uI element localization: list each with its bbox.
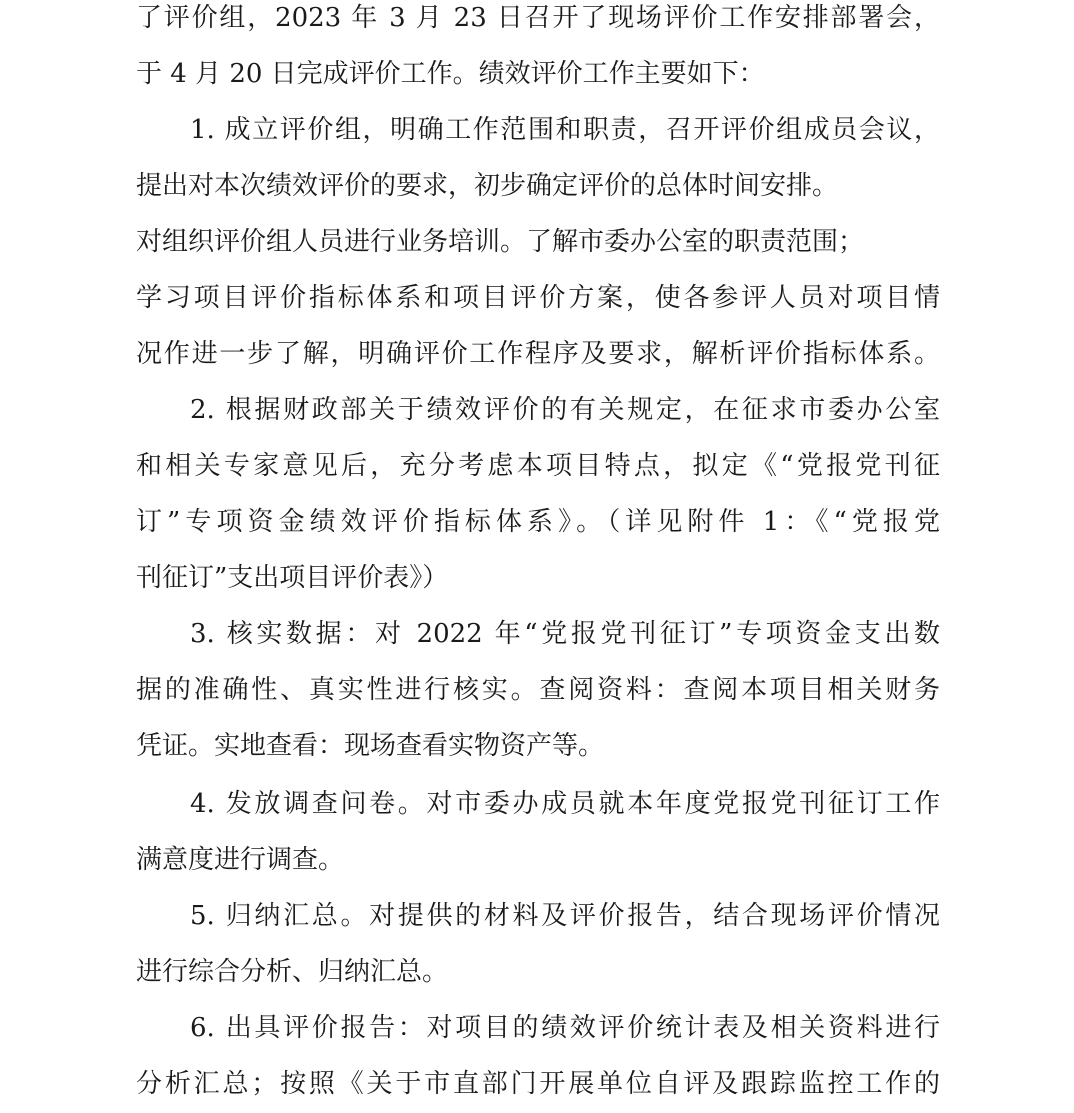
text-line: 据的准确性、真实性进行核实。查阅资料：查阅本项目相关财务 [136, 675, 940, 705]
text-line: 于 4 月 20 日完成评价工作。绩效评价工作主要如下： [136, 59, 765, 89]
text-line: 订”专项资金绩效评价指标体系》。（详见附件 1：《“党报党 [136, 507, 940, 537]
text-line: 进行综合分析、归纳汇总。 [136, 957, 449, 987]
text-line: 6. 出具评价报告：对项目的绩效评价统计表及相关资料进行 [190, 1013, 940, 1043]
text-line: 1. 成立评价组，明确工作范围和职责，召开评价组成员会议， [190, 115, 940, 145]
text-line: 况作进一步了解，明确评价工作程序及要求，解析评价指标体系。 [136, 339, 940, 369]
text-line: 4. 发放调查问卷。对市委办成员就本年度党报党刊征订工作 [190, 789, 940, 819]
text-line: 学习项目评价指标体系和项目评价方案，使各参评人员对项目情 [136, 283, 940, 313]
text-line: 分析汇总；按照《关于市直部门开展单位自评及跟踪监控工作的 [136, 1069, 940, 1099]
text-line: 凭证。实地查看：现场查看实物资产等。 [136, 731, 605, 761]
text-line: 提出对本次绩效评价的要求，初步确定评价的总体时间安排。 [136, 171, 839, 201]
text-line: 2. 根据财政部关于绩效评价的有关规定，在征求市委办公室 [190, 395, 940, 425]
text-line: 了评价组，2023 年 3 月 23 日召开了现场评价工作安排部署会， [136, 3, 940, 33]
text-line: 满意度进行调查。 [136, 845, 345, 875]
text-line: 和相关专家意见后，充分考虑本项目特点，拟定《“党报党刊征 [136, 451, 940, 481]
text-line: 3. 核实数据：对 2022 年“党报党刊征订”专项资金支出数 [190, 619, 940, 649]
text-line: 对组织评价组人员进行业务培训。了解市委办公室的职责范围； [136, 227, 865, 257]
text-line: 刊征订”支出项目评价表》） [136, 563, 449, 593]
text-line: 5. 归纳汇总。对提供的材料及评价报告，结合现场评价情况 [190, 901, 940, 931]
